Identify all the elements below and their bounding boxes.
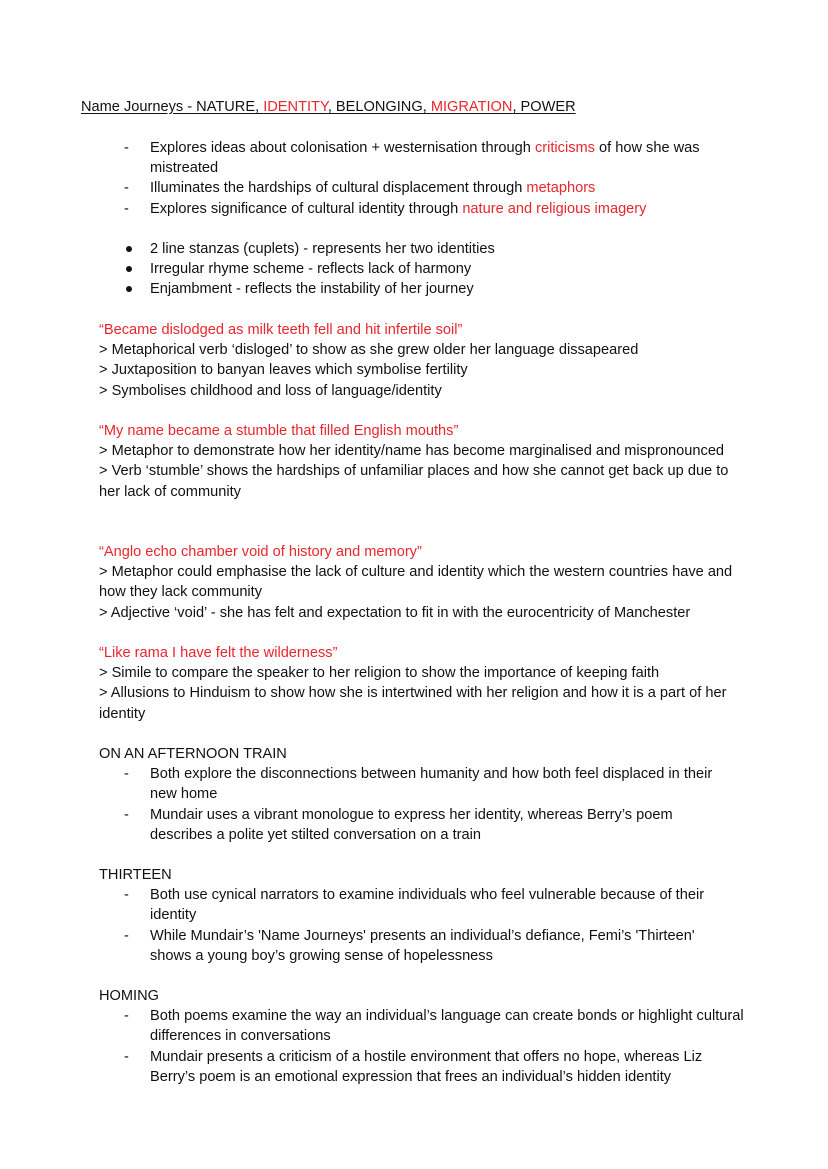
analysis-note: > Metaphor could emphasise the lack of culture and identity which the western countries have and how they lack community [99, 564, 733, 601]
comparison-thirteen [99, 865, 739, 966]
quote-text: “My name became a stumble that filled English mouths” [99, 423, 459, 439]
highlight-text: metaphors [526, 180, 596, 197]
intro-points-section [99, 138, 749, 219]
analysis-note: > Metaphor to demonstrate how her identity/name has become marginalised and mispronounced [99, 443, 725, 460]
highlight-text: criticisms [534, 140, 595, 156]
form-points-list [99, 239, 739, 300]
page-title [81, 97, 576, 117]
list-item: - Both use cynical narrators to examine individuals who feel vulnerable because of their identity [99, 885, 739, 925]
quote-section-2 [99, 421, 729, 502]
analysis-note: > Metaphorical verb ‘disloged’ to show as she grew older her language dissapeared [99, 342, 639, 359]
list-item: - Mundair uses a vibrant monologue to express her identity, whereas Berry’s poem describes a polite yet stilted conversation on a train [99, 805, 729, 845]
comparison-heading: ON AN AFTERNOON TRAIN [99, 746, 287, 762]
analysis-note: > Verb ‘stumble’ shows the hardships of unfamiliar places and how she cannot get back up due to her lack of community [99, 463, 729, 500]
title-text: , BELONGING, [327, 99, 431, 115]
analysis-note: > Simile to compare the speaker to her religion to show the importance of keeping faith [99, 665, 660, 682]
quote-section-1 [99, 320, 739, 401]
item-text: Explores ideas about colonisation + westernisation through [150, 140, 535, 156]
list-item [99, 199, 749, 219]
intro-points-list [99, 138, 749, 219]
list-item [99, 178, 749, 198]
title-text: Name Journeys - NATURE, [81, 99, 264, 115]
list-item: Irregular rhyme scheme - reflects lack of harmony [99, 259, 739, 279]
quote-section-4 [99, 643, 729, 724]
analysis-note: > Symbolises childhood and loss of language/identity [99, 382, 442, 399]
analysis-note: > Adjective ‘void’ - she has felt and expectation to fit in with the eurocentricity of Manchester [99, 604, 691, 621]
list-item: - While Mundair’s 'Name Journeys' presents an individual’s defiance, Femi’s 'Thirteen' shows a young boy’s growing sense of hopelessness [99, 926, 739, 966]
highlight-text: nature and religious imagery [462, 200, 647, 217]
quote-text: “Anglo echo chamber void of history and memory” [99, 544, 422, 560]
analysis-note: > Allusions to Hinduism to show how she is intertwined with her religion and how it is a part of her identity [99, 685, 727, 722]
analysis-note: > Juxtaposition to banyan leaves which symbolise fertility [99, 362, 468, 379]
comparison-afternoon-train [99, 744, 729, 845]
list-item: 2 line stanzas (cuplets) - represents her two identities [99, 239, 739, 259]
form-points-section [99, 239, 739, 300]
title-theme-identity: IDENTITY [263, 99, 328, 115]
list-item: - Both poems examine the way an individual’s language can create bonds or highlight cultural differences in conversations [99, 1006, 749, 1046]
comparison-heading: HOMING [99, 988, 159, 1004]
item-text: Illuminates the hardships of cultural displacement through [150, 180, 527, 197]
list-item: - Mundair presents a criticism of a hostile environment that offers no hope, whereas Liz Berry’s poem is an emotional expression that frees an individual’s hidden identity [99, 1047, 749, 1087]
quote-text: “Like rama I have felt the wilderness” [99, 645, 338, 661]
comparison-homing [99, 986, 749, 1087]
list-item: Enjambment - reflects the instability of her journey [99, 279, 739, 299]
list-item [99, 138, 749, 178]
comparison-points [99, 764, 729, 845]
list-item: - Both explore the disconnections between humanity and how both feel displaced in their new home [99, 764, 729, 804]
comparison-points [99, 885, 739, 966]
title-theme-migration: MIGRATION [430, 99, 513, 115]
title-text: , POWER [512, 99, 576, 115]
item-text: of how she was mistreated [150, 140, 700, 177]
item-text: Explores significance of cultural identity through [150, 200, 463, 217]
quote-text: “Became dislodged as milk teeth fell and hit infertile soil” [99, 322, 463, 338]
comparison-points [99, 1006, 749, 1087]
quote-section-3 [99, 542, 749, 623]
comparison-heading: THIRTEEN [99, 867, 172, 883]
